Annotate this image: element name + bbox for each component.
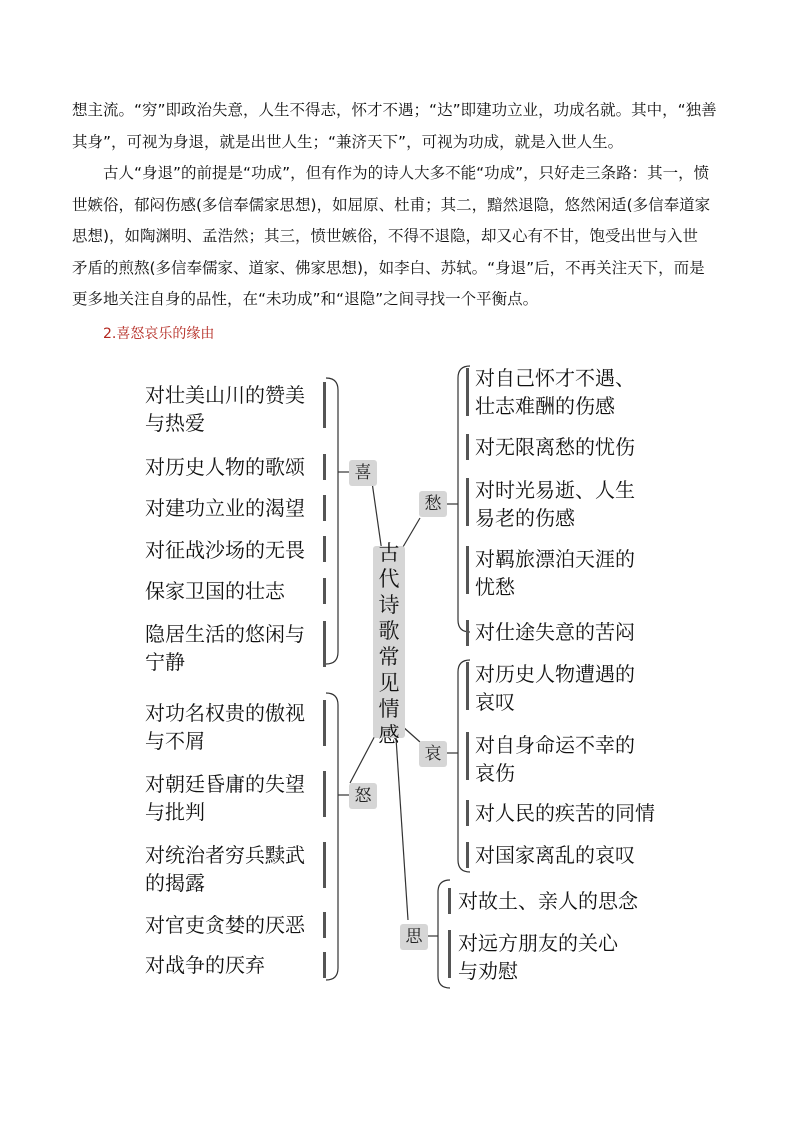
item-bar <box>323 771 326 817</box>
center-node <box>373 541 405 747</box>
center-char: 常 <box>378 645 400 669</box>
item-bar <box>466 800 469 826</box>
xi-item: 对建功立业的渴望 <box>145 496 305 520</box>
center-char: 见 <box>378 671 400 695</box>
chou-item: 对时光易逝、人生 易老的伤感 <box>475 478 635 530</box>
chou-item: 对自己怀才不遇、 壮志难酬的伤感 <box>475 366 635 418</box>
node-chou: 愁 <box>419 491 447 517</box>
xi-brace <box>326 378 338 664</box>
intro-paragraph <box>72 95 724 158</box>
nu-item: 对功名权贵的傲视 与不屑 <box>145 701 305 753</box>
section-title: 2.喜怒哀乐的缘由 <box>103 326 215 342</box>
ai-item: 对人民的疾苦的同情 <box>475 801 655 825</box>
item-bar <box>323 912 326 938</box>
ai-item: 对国家离乱的哀叹 <box>475 843 635 867</box>
text-line: 想主流。“穷”即政治失意，人生不得志，怀才不遇；“达”即建功立业，功成名就。其中，“独善 <box>72 101 717 119</box>
center-char: 古 <box>378 541 400 565</box>
nu-brace <box>326 693 338 980</box>
xi-item: 对历史人物的歌颂 <box>145 455 305 479</box>
item-bar <box>323 621 326 667</box>
item-bar <box>323 952 326 978</box>
center-char: 歌 <box>378 619 400 643</box>
si-item: 对远方朋友的关心 与劝慰 <box>458 931 618 983</box>
item-bar <box>448 930 451 978</box>
center-char: 感 <box>378 723 400 747</box>
node-si: 思 <box>400 924 428 950</box>
item-bar <box>466 662 469 710</box>
item-bar <box>323 495 326 521</box>
node-nu: 怒 <box>349 783 377 809</box>
si-item: 对故土、亲人的思念 <box>458 889 638 913</box>
item-bar <box>323 842 326 888</box>
text-line: 思想)，如陶渊明、孟浩然；其三，愤世嫉俗，不得不退隐，却又心有不甘，饱受出世与入世 <box>72 227 699 245</box>
emotion-mind-map <box>0 350 794 1000</box>
ai-item: 对历史人物遭遇的 哀叹 <box>475 662 635 714</box>
nu-item: 对统治者穷兵黩武 的揭露 <box>145 843 305 895</box>
item-bar <box>323 454 326 480</box>
item-bar <box>323 578 326 604</box>
xi-item: 对征战沙场的无畏 <box>145 538 305 562</box>
chou-item: 对无限离愁的忧伤 <box>475 435 635 459</box>
item-bar <box>466 620 469 646</box>
nu-item: 对朝廷昏庸的失望 与批判 <box>145 772 305 824</box>
text-line: 矛盾的煎熬(多信奉儒家、道家、佛家思想)，如李白、苏轼。“身退”后，不再关注天下，而是 <box>72 258 705 277</box>
item-bar <box>466 546 469 594</box>
nu-item: 对战争的厌弃 <box>145 953 265 977</box>
connector-si <box>396 738 408 920</box>
nu-item: 对官吏贪婪的厌恶 <box>145 913 305 937</box>
text-line: 世嫉俗，郁闷伤感(多信奉儒家思想)，如屈原、杜甫；其二，黯然退隐，悠然闲适(多信奉道家 <box>72 195 711 214</box>
ai-item: 对自身命运不幸的 哀伤 <box>475 733 635 785</box>
item-bar <box>466 478 469 526</box>
center-char: 代 <box>378 567 400 591</box>
item-bar <box>466 842 469 868</box>
text-line: 古人“身退”的前提是“功成”，但有作为的诗人大多不能“功成”，只好走三条路：其一，愤 <box>103 164 710 182</box>
xi-item: 隐居生活的悠闲与 宁静 <box>145 622 305 674</box>
center-char: 情 <box>378 697 400 721</box>
body-paragraph <box>72 158 724 316</box>
item-bar <box>448 888 451 914</box>
item-bar <box>466 732 469 780</box>
item-bar <box>323 700 326 746</box>
node-xi: 喜 <box>349 460 377 486</box>
item-bar <box>466 368 469 416</box>
chou-item: 对仕途失意的苦闷 <box>475 620 635 644</box>
text-line: 更多地关注自身的品性，在“未功成”和“退隐”之间寻找一个平衡点。 <box>72 290 539 308</box>
item-bar <box>323 536 326 562</box>
text-line: 其身”，可视为身退，就是出世人生；“兼济天下”，可视为功成，就是入世人生。 <box>72 132 624 151</box>
item-bar <box>323 382 326 428</box>
xi-item: 保家卫国的壮志 <box>145 579 285 603</box>
xi-item: 对壮美山川的赞美 与热爱 <box>145 383 305 435</box>
node-ai: 哀 <box>419 741 447 767</box>
chou-item: 对羁旅漂泊天涯的 忧愁 <box>475 547 635 599</box>
item-bar <box>466 434 469 460</box>
center-char: 诗 <box>378 593 400 617</box>
